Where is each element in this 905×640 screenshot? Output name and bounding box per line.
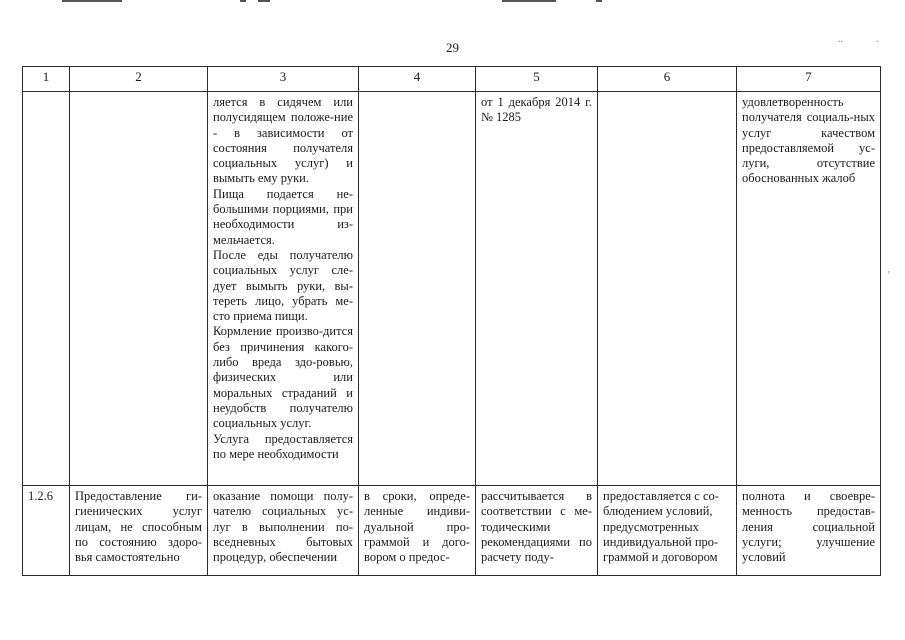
- description-paragraph: Кормление произво-дится без причинения какого-либо вреда здо-ровью, физических или моральных страданий и неудобств получателю социальных услуг.: [213, 324, 353, 431]
- scan-artifact: [502, 0, 556, 2]
- scan-speck: .: [876, 34, 879, 45]
- column-header: 3: [208, 67, 359, 92]
- table-row: [23, 486, 881, 576]
- description-paragraph: После еды получателю социальных услуг сле-дует вымыть руки, вы-тереть лицо, убрать ме-сто приема пищи.: [213, 247, 353, 324]
- description-paragraph: Услуга предоставляется по мере необходимости: [213, 431, 353, 461]
- cell-service-description: [208, 92, 359, 486]
- cell-terms: [359, 92, 476, 486]
- description-paragraph: Пища подается не-большими порциями, при необходимости из-мельчается.: [213, 186, 353, 247]
- cell-tariff: от 1 декабря 2014 г. № 1285: [476, 92, 598, 486]
- cell-conditions: [598, 92, 737, 486]
- column-header: 5: [476, 67, 598, 92]
- services-table: [22, 66, 881, 576]
- table-header-row: [23, 67, 881, 92]
- cell-service-name: Предоставление ги-гиенических услуг лицам, не способным по состоянию здоро-вья самостоятельно: [70, 486, 208, 576]
- cell-terms: в сроки, опреде-ленные индиви-дуальной про-граммой и дого-вором о предос-: [359, 486, 476, 576]
- scan-artifact: [240, 0, 246, 2]
- cell-service-description: оказание помощи полу-чателю социальных ус-луг в выполнении по-вседневных бытовых процедур, обеспечении: [208, 486, 359, 576]
- column-header: 4: [359, 67, 476, 92]
- table-row: [23, 92, 881, 486]
- cell-number: [23, 92, 70, 486]
- cell-quality-indicators: полнота и своевре-менность предостав-ления социальной услуги; улучшение условий: [737, 486, 881, 576]
- cell-quality-indicators: удовлетворенность получателя социаль-ных услуг качеством предоставляемой ус-луги, отсутствие обоснованных жалоб: [737, 92, 881, 486]
- cell-service-name: [70, 92, 208, 486]
- scan-artifact: [258, 0, 270, 2]
- scan-speck: ..: [838, 34, 843, 45]
- column-header: 6: [598, 67, 737, 92]
- description-paragraph: ляется в сидячем или полусидящем положе-ние - в зависимости от состояния получателя социальных услуг) и вымыть ему руки.: [213, 95, 353, 186]
- cell-conditions: предоставляется с со-блюдением условий, предусмотренных индивидуальной про-граммой и договором: [598, 486, 737, 576]
- scan-artifact: [596, 0, 602, 2]
- column-header: 2: [70, 67, 208, 92]
- scan-speck: ': [888, 270, 890, 281]
- cell-number: 1.2.6: [23, 486, 70, 576]
- page-number: 29: [446, 40, 459, 55]
- cell-tariff: рассчитывается в соответствии с ме-тодическими рекомендациями по расчету поду-: [476, 486, 598, 576]
- column-header: 7: [737, 67, 881, 92]
- column-header: 1: [23, 67, 70, 92]
- scan-artifact: [62, 0, 122, 2]
